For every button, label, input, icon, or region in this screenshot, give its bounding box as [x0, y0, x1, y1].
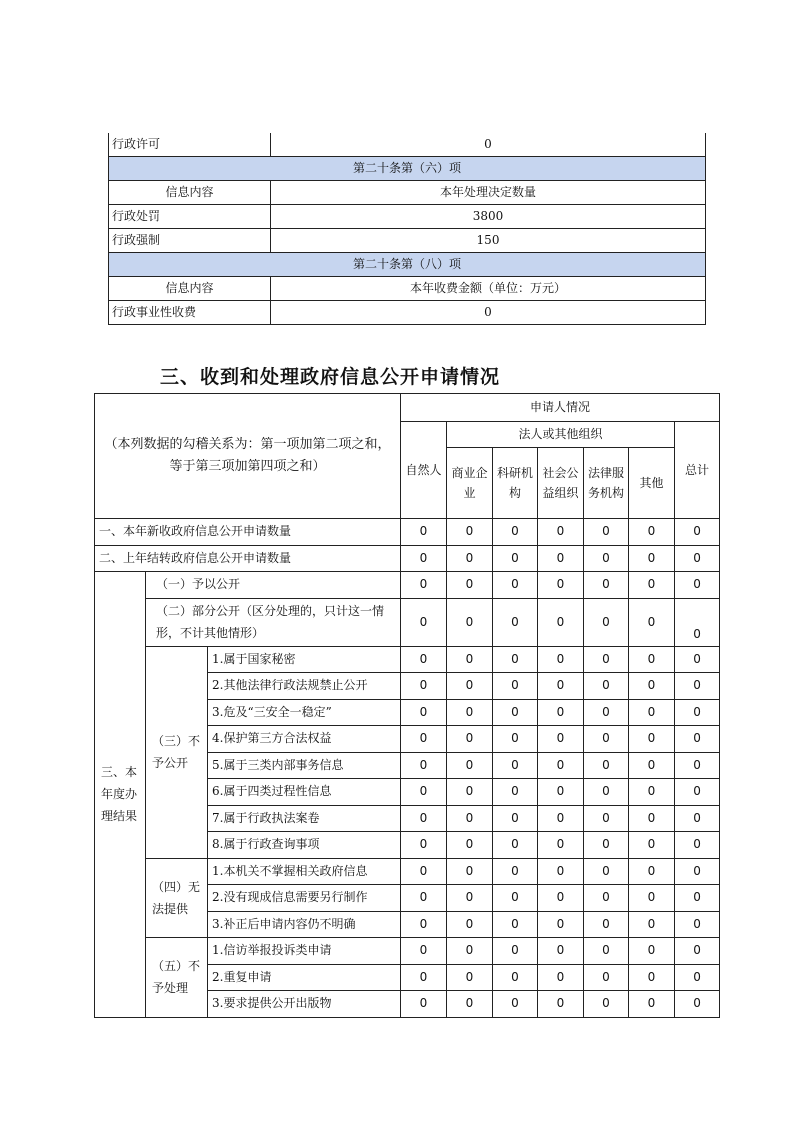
- count-cell: 0: [538, 699, 584, 726]
- count-cell: 0: [447, 858, 493, 885]
- application-status-table: [94, 393, 720, 1018]
- count-cell: 0: [629, 805, 675, 832]
- count-cell: 0: [447, 572, 493, 599]
- non-disclosure-item: 8.属于行政查询事项: [208, 832, 401, 859]
- count-cell: 0: [447, 779, 493, 806]
- unable-to-provide-item: 3.补正后申请内容仍不明确: [208, 911, 401, 938]
- count-cell: 0: [584, 964, 629, 991]
- row-value: 3800: [271, 205, 706, 229]
- count-cell: 0: [584, 726, 629, 753]
- count-cell: 0: [629, 646, 675, 673]
- legal-entity-header: 法人或其他组织: [447, 422, 675, 448]
- count-cell: 0: [584, 646, 629, 673]
- count-cell: 0: [493, 726, 538, 753]
- count-cell: 0: [629, 858, 675, 885]
- not-processed-item: 3.要求提供公开出版物: [208, 991, 401, 1018]
- row-new-applications: 一、本年新收政府信息公开申请数量: [95, 519, 401, 546]
- count-cell: 0: [675, 911, 720, 938]
- non-disclosure-item: 7.属于行政执法案卷: [208, 805, 401, 832]
- count-cell: 0: [629, 991, 675, 1018]
- count-cell: 0: [629, 572, 675, 599]
- non-disclosure-item: 3.危及“三安全一稳定”: [208, 699, 401, 726]
- count-cell: 0: [447, 832, 493, 859]
- count-cell: 0: [675, 991, 720, 1018]
- count-cell: 0: [447, 964, 493, 991]
- count-cell: 0: [675, 673, 720, 700]
- count-cell: 0: [584, 673, 629, 700]
- count-cell: 0: [629, 832, 675, 859]
- count-cell: 0: [401, 545, 447, 572]
- not-processed-group: （五）不予处理: [146, 938, 208, 1018]
- row-value: 0: [271, 301, 706, 325]
- count-cell: 0: [401, 779, 447, 806]
- non-disclosure-item: 2.其他法律行政法规禁止公开: [208, 673, 401, 700]
- column-header: 商业企业: [447, 448, 493, 519]
- column-header: 社会公益组织: [538, 448, 584, 519]
- count-cell: 0: [538, 726, 584, 753]
- count-cell: 0: [401, 646, 447, 673]
- count-cell: 0: [447, 938, 493, 965]
- row-value: 0: [271, 133, 706, 157]
- row-label: 行政许可: [109, 133, 271, 157]
- count-cell: 0: [584, 885, 629, 912]
- count-cell: 0: [584, 519, 629, 546]
- unable-to-provide-group: （四）无法提供: [146, 858, 208, 938]
- count-cell: 0: [447, 545, 493, 572]
- count-cell: 0: [584, 752, 629, 779]
- count-cell: 0: [584, 911, 629, 938]
- count-cell: 0: [493, 911, 538, 938]
- count-cell: 0: [538, 673, 584, 700]
- count-cell: 0: [493, 858, 538, 885]
- non-disclosure-item: 6.属于四类过程性信息: [208, 779, 401, 806]
- row-partial-disclosure: （二）部分公开（区分处理的，只计这一情形，不计其他情形）: [146, 598, 401, 646]
- count-cell: 0: [447, 885, 493, 912]
- count-cell: 0: [629, 598, 675, 646]
- row-full-disclosure: （一）予以公开: [146, 572, 401, 599]
- count-cell: 0: [401, 964, 447, 991]
- row-label: 行政事业性收费: [109, 301, 271, 325]
- count-cell: 0: [401, 752, 447, 779]
- column-header-label: 信息内容: [109, 277, 271, 301]
- count-cell: 0: [629, 699, 675, 726]
- count-cell: 0: [447, 911, 493, 938]
- count-cell: 0: [493, 572, 538, 599]
- count-cell: 0: [538, 885, 584, 912]
- count-cell: 0: [538, 519, 584, 546]
- count-cell: 0: [493, 699, 538, 726]
- count-cell: 0: [629, 673, 675, 700]
- relationship-description: （本列数据的勾稽关系为：第一项加第二项之和，等于第三项加第四项之和）: [95, 394, 401, 519]
- unable-to-provide-item: 2.没有现成信息需要另行制作: [208, 885, 401, 912]
- row-value: 150: [271, 229, 706, 253]
- count-cell: 0: [447, 805, 493, 832]
- count-cell: 0: [584, 832, 629, 859]
- total-header: 总计: [675, 422, 720, 519]
- count-cell: 0: [584, 858, 629, 885]
- count-cell: 0: [401, 885, 447, 912]
- count-cell: 0: [401, 858, 447, 885]
- count-cell: 0: [538, 779, 584, 806]
- section-header-6: 第二十条第（六）项: [109, 157, 706, 181]
- non-disclosure-item: 5.属于三类内部事务信息: [208, 752, 401, 779]
- column-header-label: 信息内容: [109, 181, 271, 205]
- count-cell: 0: [538, 858, 584, 885]
- count-cell: 0: [493, 673, 538, 700]
- count-cell: 0: [675, 832, 720, 859]
- count-cell: 0: [675, 519, 720, 546]
- count-cell: 0: [629, 911, 675, 938]
- count-cell: 0: [447, 726, 493, 753]
- count-cell: 0: [447, 646, 493, 673]
- count-cell: 0: [447, 752, 493, 779]
- count-cell: 0: [538, 911, 584, 938]
- count-cell: 0: [675, 779, 720, 806]
- count-cell: 0: [584, 991, 629, 1018]
- count-cell: 0: [493, 598, 538, 646]
- count-cell: 0: [629, 726, 675, 753]
- count-cell: 0: [629, 545, 675, 572]
- count-cell: 0: [493, 752, 538, 779]
- count-cell: 0: [493, 779, 538, 806]
- fee-decision-table: [108, 133, 706, 325]
- count-cell: 0: [401, 726, 447, 753]
- count-cell: 0: [629, 938, 675, 965]
- count-cell: 0: [538, 938, 584, 965]
- count-cell: 0: [675, 805, 720, 832]
- count-cell: 0: [401, 572, 447, 599]
- count-cell: 0: [675, 858, 720, 885]
- count-cell: 0: [401, 699, 447, 726]
- count-cell: 0: [584, 938, 629, 965]
- count-cell: 0: [447, 699, 493, 726]
- count-cell: 0: [629, 964, 675, 991]
- count-cell: 0: [538, 598, 584, 646]
- count-cell: 0: [584, 572, 629, 599]
- count-cell: 0: [629, 752, 675, 779]
- count-cell: 0: [493, 545, 538, 572]
- results-category: 三、本年度办理结果: [95, 572, 146, 1018]
- non-disclosure-group: （三）不予公开: [146, 646, 208, 858]
- not-processed-item: 1.信访举报投诉类申请: [208, 938, 401, 965]
- row-label: 行政强制: [109, 229, 271, 253]
- count-cell: 0: [538, 545, 584, 572]
- column-header-value: 本年处理决定数量: [271, 181, 706, 205]
- count-cell: 0: [401, 911, 447, 938]
- column-header: 其他: [629, 448, 675, 519]
- count-cell: 0: [401, 832, 447, 859]
- count-cell: 0: [675, 598, 720, 646]
- row-label: 行政处罚: [109, 205, 271, 229]
- count-cell: 0: [493, 964, 538, 991]
- count-cell: 0: [401, 673, 447, 700]
- count-cell: 0: [493, 805, 538, 832]
- count-cell: 0: [493, 991, 538, 1018]
- count-cell: 0: [538, 752, 584, 779]
- count-cell: 0: [493, 885, 538, 912]
- count-cell: 0: [675, 885, 720, 912]
- non-disclosure-item: 1.属于国家秘密: [208, 646, 401, 673]
- natural-person-header: 自然人: [401, 422, 447, 519]
- count-cell: 0: [584, 598, 629, 646]
- applicant-header: 申请人情况: [401, 394, 720, 422]
- count-cell: 0: [401, 519, 447, 546]
- count-cell: 0: [493, 938, 538, 965]
- count-cell: 0: [447, 519, 493, 546]
- count-cell: 0: [447, 673, 493, 700]
- count-cell: 0: [401, 598, 447, 646]
- count-cell: 0: [584, 545, 629, 572]
- non-disclosure-item: 4.保护第三方合法权益: [208, 726, 401, 753]
- count-cell: 0: [629, 885, 675, 912]
- not-processed-item: 2.重复申请: [208, 964, 401, 991]
- count-cell: 0: [629, 519, 675, 546]
- count-cell: 0: [538, 646, 584, 673]
- count-cell: 0: [675, 938, 720, 965]
- column-header-value: 本年收费金额（单位：万元）: [271, 277, 706, 301]
- column-header: 科研机构: [493, 448, 538, 519]
- unable-to-provide-item: 1.本机关不掌握相关政府信息: [208, 858, 401, 885]
- count-cell: 0: [538, 964, 584, 991]
- count-cell: 0: [584, 699, 629, 726]
- count-cell: 0: [675, 545, 720, 572]
- section-header-8: 第二十条第（八）项: [109, 253, 706, 277]
- count-cell: 0: [401, 938, 447, 965]
- count-cell: 0: [538, 991, 584, 1018]
- count-cell: 0: [675, 726, 720, 753]
- count-cell: 0: [675, 752, 720, 779]
- count-cell: 0: [493, 832, 538, 859]
- count-cell: 0: [401, 991, 447, 1018]
- count-cell: 0: [675, 964, 720, 991]
- count-cell: 0: [675, 572, 720, 599]
- count-cell: 0: [401, 805, 447, 832]
- count-cell: 0: [584, 805, 629, 832]
- count-cell: 0: [493, 519, 538, 546]
- count-cell: 0: [447, 991, 493, 1018]
- count-cell: 0: [584, 779, 629, 806]
- row-carried-over: 二、上年结转政府信息公开申请数量: [95, 545, 401, 572]
- count-cell: 0: [675, 646, 720, 673]
- count-cell: 0: [447, 598, 493, 646]
- count-cell: 0: [538, 572, 584, 599]
- count-cell: 0: [493, 646, 538, 673]
- count-cell: 0: [675, 699, 720, 726]
- column-header: 法律服务机构: [584, 448, 629, 519]
- count-cell: 0: [629, 779, 675, 806]
- section-title: 三、收到和处理政府信息公开申请情况: [160, 366, 501, 388]
- count-cell: 0: [538, 805, 584, 832]
- count-cell: 0: [538, 832, 584, 859]
